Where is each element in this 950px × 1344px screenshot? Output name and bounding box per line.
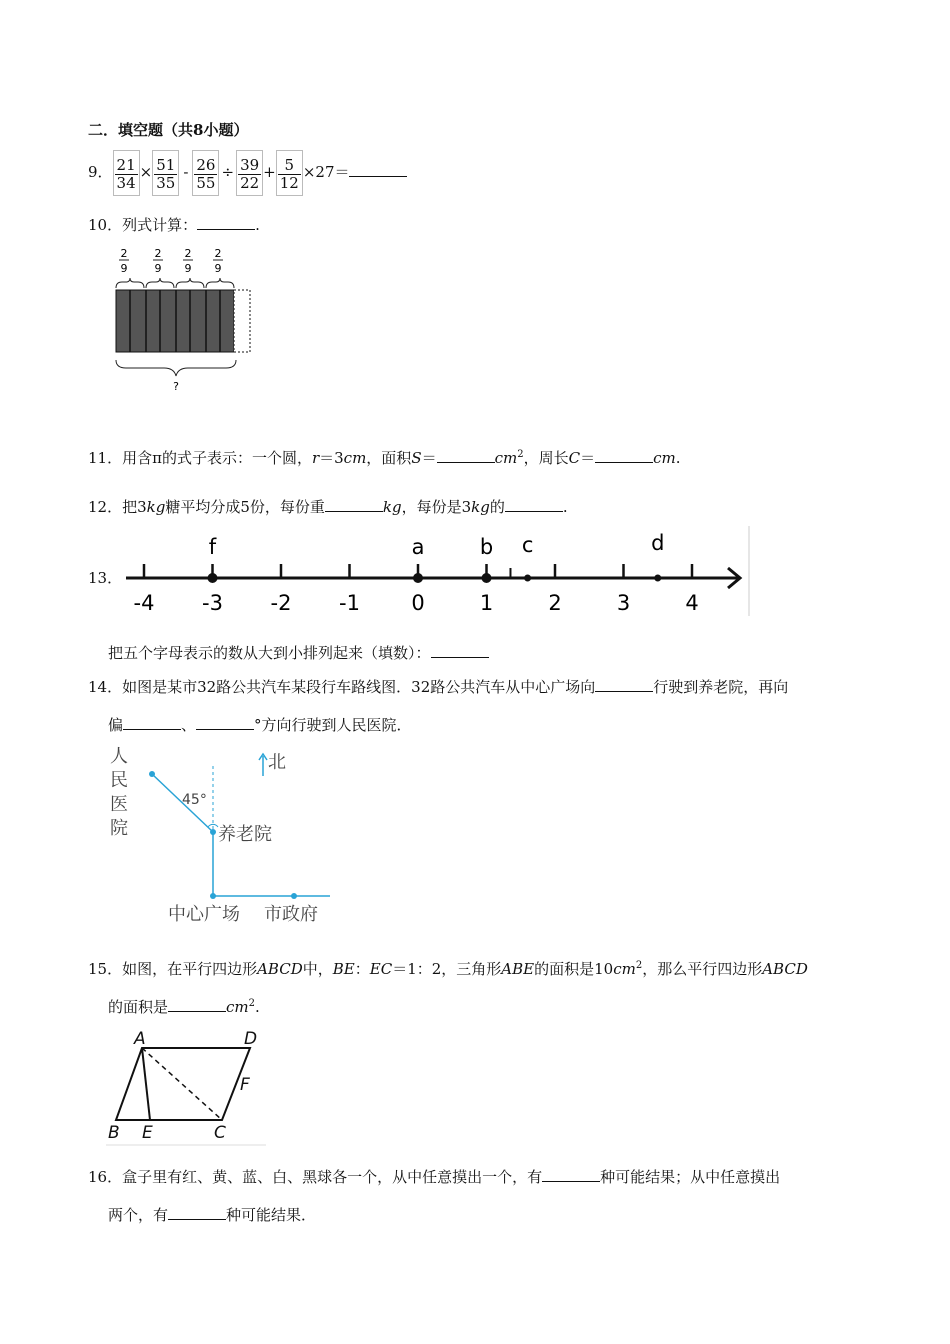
svg-text:2: 2 (154, 247, 162, 260)
q14-angle-blank[interactable] (196, 714, 254, 730)
q9-fraction-2: $\frac{51}{35}$ (152, 150, 179, 196)
q9-op3: ÷ (221, 163, 235, 181)
q10-label-3 (183, 247, 193, 275)
svg-text:2: 2 (120, 247, 128, 260)
q9-tail: ×27＝ (302, 163, 350, 181)
q9-op2: - (183, 163, 189, 181)
q13-point-a (413, 573, 423, 583)
q13-instruction: 把五个字母表示的数从大到小排列起来（填数）： (108, 642, 489, 663)
svg-text:2: 2 (214, 247, 222, 260)
q9-fraction-4: $\frac{39}{22}$ (236, 150, 263, 196)
q10-shaded-bar (116, 290, 234, 352)
q10-answer-blank[interactable] (197, 214, 255, 230)
q15-label-d: D (244, 1029, 258, 1049)
q13-point-d (654, 575, 661, 582)
q10-question-mark: ? (173, 380, 179, 393)
q14-gov-label: 市政府 (264, 904, 318, 925)
q15-label-e: E (142, 1123, 153, 1143)
q16-one-ball-blank[interactable] (542, 1166, 600, 1182)
question-14-line2: 偏 、 °方向行驶到人民医院． (108, 716, 412, 734)
q9-fraction-1: $\frac{21}{34}$ (113, 150, 140, 196)
q9-answer-blank[interactable] (349, 161, 407, 177)
q15-segment-ae (142, 1048, 150, 1120)
svg-text:院: 院 (110, 818, 128, 839)
q9-fraction-5: $\frac{5}{12}$ (276, 150, 303, 196)
question-16-line1: 16．盒子里有红、黄、蓝、白、黑球各一个，从中任意摸出一个，有 种可能结果；从中任意摸出 (88, 1168, 781, 1186)
q13-tick-label-0: -4 (133, 591, 155, 615)
question-14-line1: 14．如图是某市32路公共汽车某段行车路线图．32路公共汽车从中心广场向 行驶到养老院，再向 (88, 678, 789, 696)
q12-fraction-blank[interactable] (505, 496, 563, 512)
q10-label-2 (153, 247, 163, 275)
svg-text:9: 9 (154, 262, 162, 275)
q11-area-blank[interactable] (437, 447, 495, 463)
question-9 (88, 150, 407, 194)
q15-parallelogram (106, 1028, 268, 1146)
q13-tick-label-1: -3 (202, 591, 223, 615)
svg-text:9: 9 (214, 262, 222, 275)
svg-text:民: 民 (110, 770, 128, 791)
q14-angle-label: 45° (182, 792, 207, 808)
svg-text:医: 医 (110, 794, 128, 815)
q9-op4: + (263, 163, 276, 181)
q10-brace-4 (206, 278, 234, 288)
q14-center-label: 中心广场 (168, 904, 240, 925)
q9-number: 9． (88, 163, 113, 181)
q13-number-line (118, 526, 750, 618)
q13-points (208, 531, 665, 583)
q14-center-point (210, 893, 216, 899)
q13-number: 13． (88, 569, 123, 587)
q15-label-c: C (214, 1123, 226, 1143)
q13-point-b (482, 573, 492, 583)
q16-two-balls-blank[interactable] (168, 1204, 226, 1220)
q14-hospital-label (110, 746, 128, 839)
q13-letter-a: a (411, 535, 425, 559)
q14-elderly-label: 养老院 (218, 824, 272, 845)
q10-bottom-brace (116, 360, 236, 376)
q13-tick-label-7: 3 (616, 591, 631, 615)
q13-tick-label-4: 0 (411, 591, 425, 615)
q10-brace-3 (176, 278, 204, 288)
svg-text:人: 人 (110, 746, 128, 767)
q13-point-f (208, 573, 218, 583)
q13-letter-c: c (521, 533, 534, 557)
q10-figure (108, 244, 256, 396)
q15-segment-ac (142, 1048, 222, 1120)
q9-op1: × (139, 163, 153, 181)
q10-empty-part (234, 290, 250, 352)
q14-elderly-point (210, 829, 216, 835)
q12-weight-blank[interactable] (325, 496, 383, 512)
q14-north-label: 北 (268, 752, 286, 773)
q15-answer-blank[interactable] (168, 996, 226, 1012)
q13-ticks (134, 564, 699, 615)
question-11: 11．用含π的式子表示：一个圆，r＝3cm，面积$S= cm^2$，周长C＝ cm. (88, 449, 681, 467)
q15-label-a: A (134, 1029, 146, 1049)
q10-text: 10．列式计算： (88, 216, 198, 234)
q10-label-1 (119, 247, 129, 275)
q13-point-c (524, 575, 531, 582)
q13-tick-label-6: 2 (548, 591, 562, 615)
q13-letter-b: b (479, 535, 494, 559)
section-title: 二．填空题（共8小题） (88, 121, 249, 139)
q13-answer-blank[interactable] (431, 642, 489, 658)
q14-gov-point (291, 893, 297, 899)
q15-label-f: F (240, 1075, 250, 1095)
q10-end: . (255, 216, 260, 234)
question-15-line2: 的面积是 $cm^2$. (108, 998, 260, 1016)
svg-text:9: 9 (184, 262, 192, 275)
question-16-line2: 两个，有 种可能结果． (108, 1206, 317, 1224)
svg-text:2: 2 (184, 247, 192, 260)
q13-tick-label-2: -2 (270, 591, 292, 615)
q15-label-b: B (108, 1123, 120, 1143)
svg-text:9: 9 (120, 262, 128, 275)
q14-direction-blank[interactable] (595, 676, 653, 692)
q13-letter-d: d (651, 531, 665, 555)
question-12: 12．把3kg糖平均分成5份，每份重 kg，每份是3kg的 . (88, 498, 568, 516)
q13-tick-label-5: 1 (479, 591, 494, 615)
q11-circumference-blank[interactable] (595, 447, 653, 463)
question-10 (88, 214, 260, 235)
q14-hospital-point (149, 771, 155, 777)
q10-fraction-labels (119, 247, 223, 275)
q13-letter-f: f (208, 535, 217, 559)
q10-brace-2 (146, 278, 174, 288)
q14-route-map (108, 742, 332, 926)
q10-brace-1 (116, 278, 144, 288)
q9-fraction-3: $\frac{26}{55}$ (192, 150, 219, 196)
question-15-line1: 15．如图，在平行四边形ABCD中，BE：EC＝1：2，三角形ABE的面积是$10cm^2$，那么平行四边形ABCD (88, 960, 808, 978)
q14-dir-blank[interactable] (123, 714, 181, 730)
q10-label-4 (213, 247, 223, 275)
q13-tick-label-8: 4 (685, 591, 699, 615)
q13-tick-label-3: -1 (339, 591, 360, 615)
